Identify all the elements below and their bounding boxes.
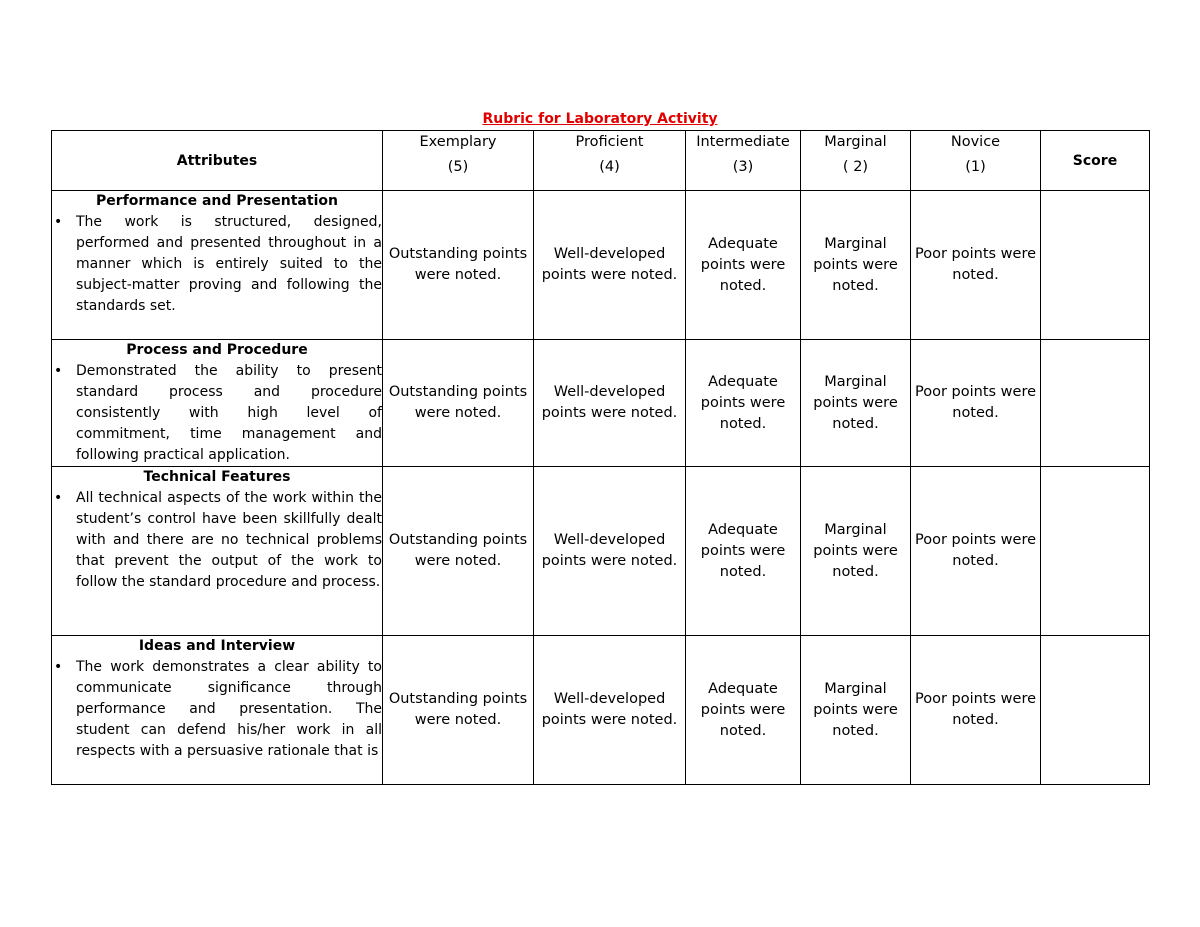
descriptor-marginal: Marginal points were noted. <box>801 467 911 636</box>
level-points: (4) <box>599 159 620 175</box>
attribute-title: Ideas and Interview <box>138 638 296 654</box>
descriptor-marginal: Marginal points were noted. <box>801 636 911 785</box>
attribute-title: Performance and Presentation <box>96 193 338 209</box>
header-level-intermediate <box>686 131 801 191</box>
header-level-exemplary <box>383 131 534 191</box>
score-cell[interactable] <box>1041 636 1150 785</box>
level-points: (3) <box>732 159 754 175</box>
level-name: Exemplary <box>419 134 497 150</box>
table-row <box>52 340 1150 467</box>
descriptor-proficient: Well-developed points were noted. <box>534 636 686 785</box>
descriptor-proficient: Well-developed points were noted. <box>534 467 686 636</box>
header-score: Score <box>1041 131 1150 191</box>
table-row <box>52 636 1150 785</box>
level-points: (1) <box>965 159 986 175</box>
attribute-cell <box>52 467 383 636</box>
level-name: Novice <box>950 134 1001 150</box>
bullet-icon: • <box>54 659 63 675</box>
level-points: ( 2) <box>842 159 869 175</box>
descriptor-novice: Poor points were noted. <box>911 636 1041 785</box>
document-title: Rubric for Laboratory Activity <box>482 111 718 127</box>
attribute-title: Technical Features <box>143 469 291 485</box>
header-row <box>52 131 1150 191</box>
level-name: Proficient <box>575 134 644 150</box>
descriptor-intermediate: Adequate points were noted. <box>686 636 801 785</box>
descriptor-exemplary: Outstanding points were noted. <box>383 340 534 467</box>
descriptor-exemplary: Outstanding points were noted. <box>383 636 534 785</box>
descriptor-intermediate: Adequate points were noted. <box>686 340 801 467</box>
descriptor-novice: Poor points were noted. <box>911 467 1041 636</box>
descriptor-novice: Poor points were noted. <box>911 340 1041 467</box>
attribute-cell <box>52 636 383 785</box>
descriptor-novice: Poor points were noted. <box>911 191 1041 340</box>
descriptor-exemplary: Outstanding points were noted. <box>383 191 534 340</box>
header-attributes: Attributes <box>52 131 383 191</box>
level-points: (5) <box>447 159 469 175</box>
attribute-bullet <box>52 212 382 317</box>
descriptor-intermediate: Adequate points were noted. <box>686 191 801 340</box>
descriptor-proficient: Well-developed points were noted. <box>534 340 686 467</box>
score-cell[interactable] <box>1041 467 1150 636</box>
level-name: Intermediate <box>696 134 790 150</box>
attribute-description: The work is structured, designed, performed and presented throughout in a manner which is entirely suited to the subject-matter proving and following the standards set. <box>76 214 382 314</box>
header-level-proficient <box>534 131 686 191</box>
attribute-description: The work demonstrates a clear ability to communicate significance through performance and presentation. The student can defend his/her work in all respects with a persuasive rationale that is <box>76 659 382 759</box>
level-name: Marginal <box>824 134 887 150</box>
attribute-cell <box>52 191 383 340</box>
descriptor-exemplary: Outstanding points were noted. <box>383 467 534 636</box>
score-cell[interactable] <box>1041 340 1150 467</box>
descriptor-marginal: Marginal points were noted. <box>801 191 911 340</box>
score-cell[interactable] <box>1041 191 1150 340</box>
attribute-description: All technical aspects of the work within the student’s control have been skillfully dealt with and there are no technical problems that prevent the output of the work to follow the standard procedure and process. <box>76 490 382 590</box>
attribute-title: Process and Procedure <box>126 342 308 358</box>
header-level-novice <box>911 131 1041 191</box>
descriptor-proficient: Well-developed points were noted. <box>534 191 686 340</box>
bullet-icon: • <box>54 363 63 379</box>
header-level-marginal <box>801 131 911 191</box>
bullet-icon: • <box>54 214 63 230</box>
attribute-bullet <box>52 657 382 762</box>
bullet-icon: • <box>54 490 63 506</box>
table-row <box>52 191 1150 340</box>
attribute-cell <box>52 340 383 467</box>
attribute-bullet <box>52 361 382 466</box>
descriptor-intermediate: Adequate points were noted. <box>686 467 801 636</box>
rubric-table <box>51 130 1150 785</box>
attribute-description: Demonstrated the ability to present standard process and procedure consistently with high level of commitment, time management and following practical application. <box>76 363 382 463</box>
descriptor-marginal: Marginal points were noted. <box>801 340 911 467</box>
attribute-bullet <box>52 488 382 593</box>
table-row <box>52 467 1150 636</box>
